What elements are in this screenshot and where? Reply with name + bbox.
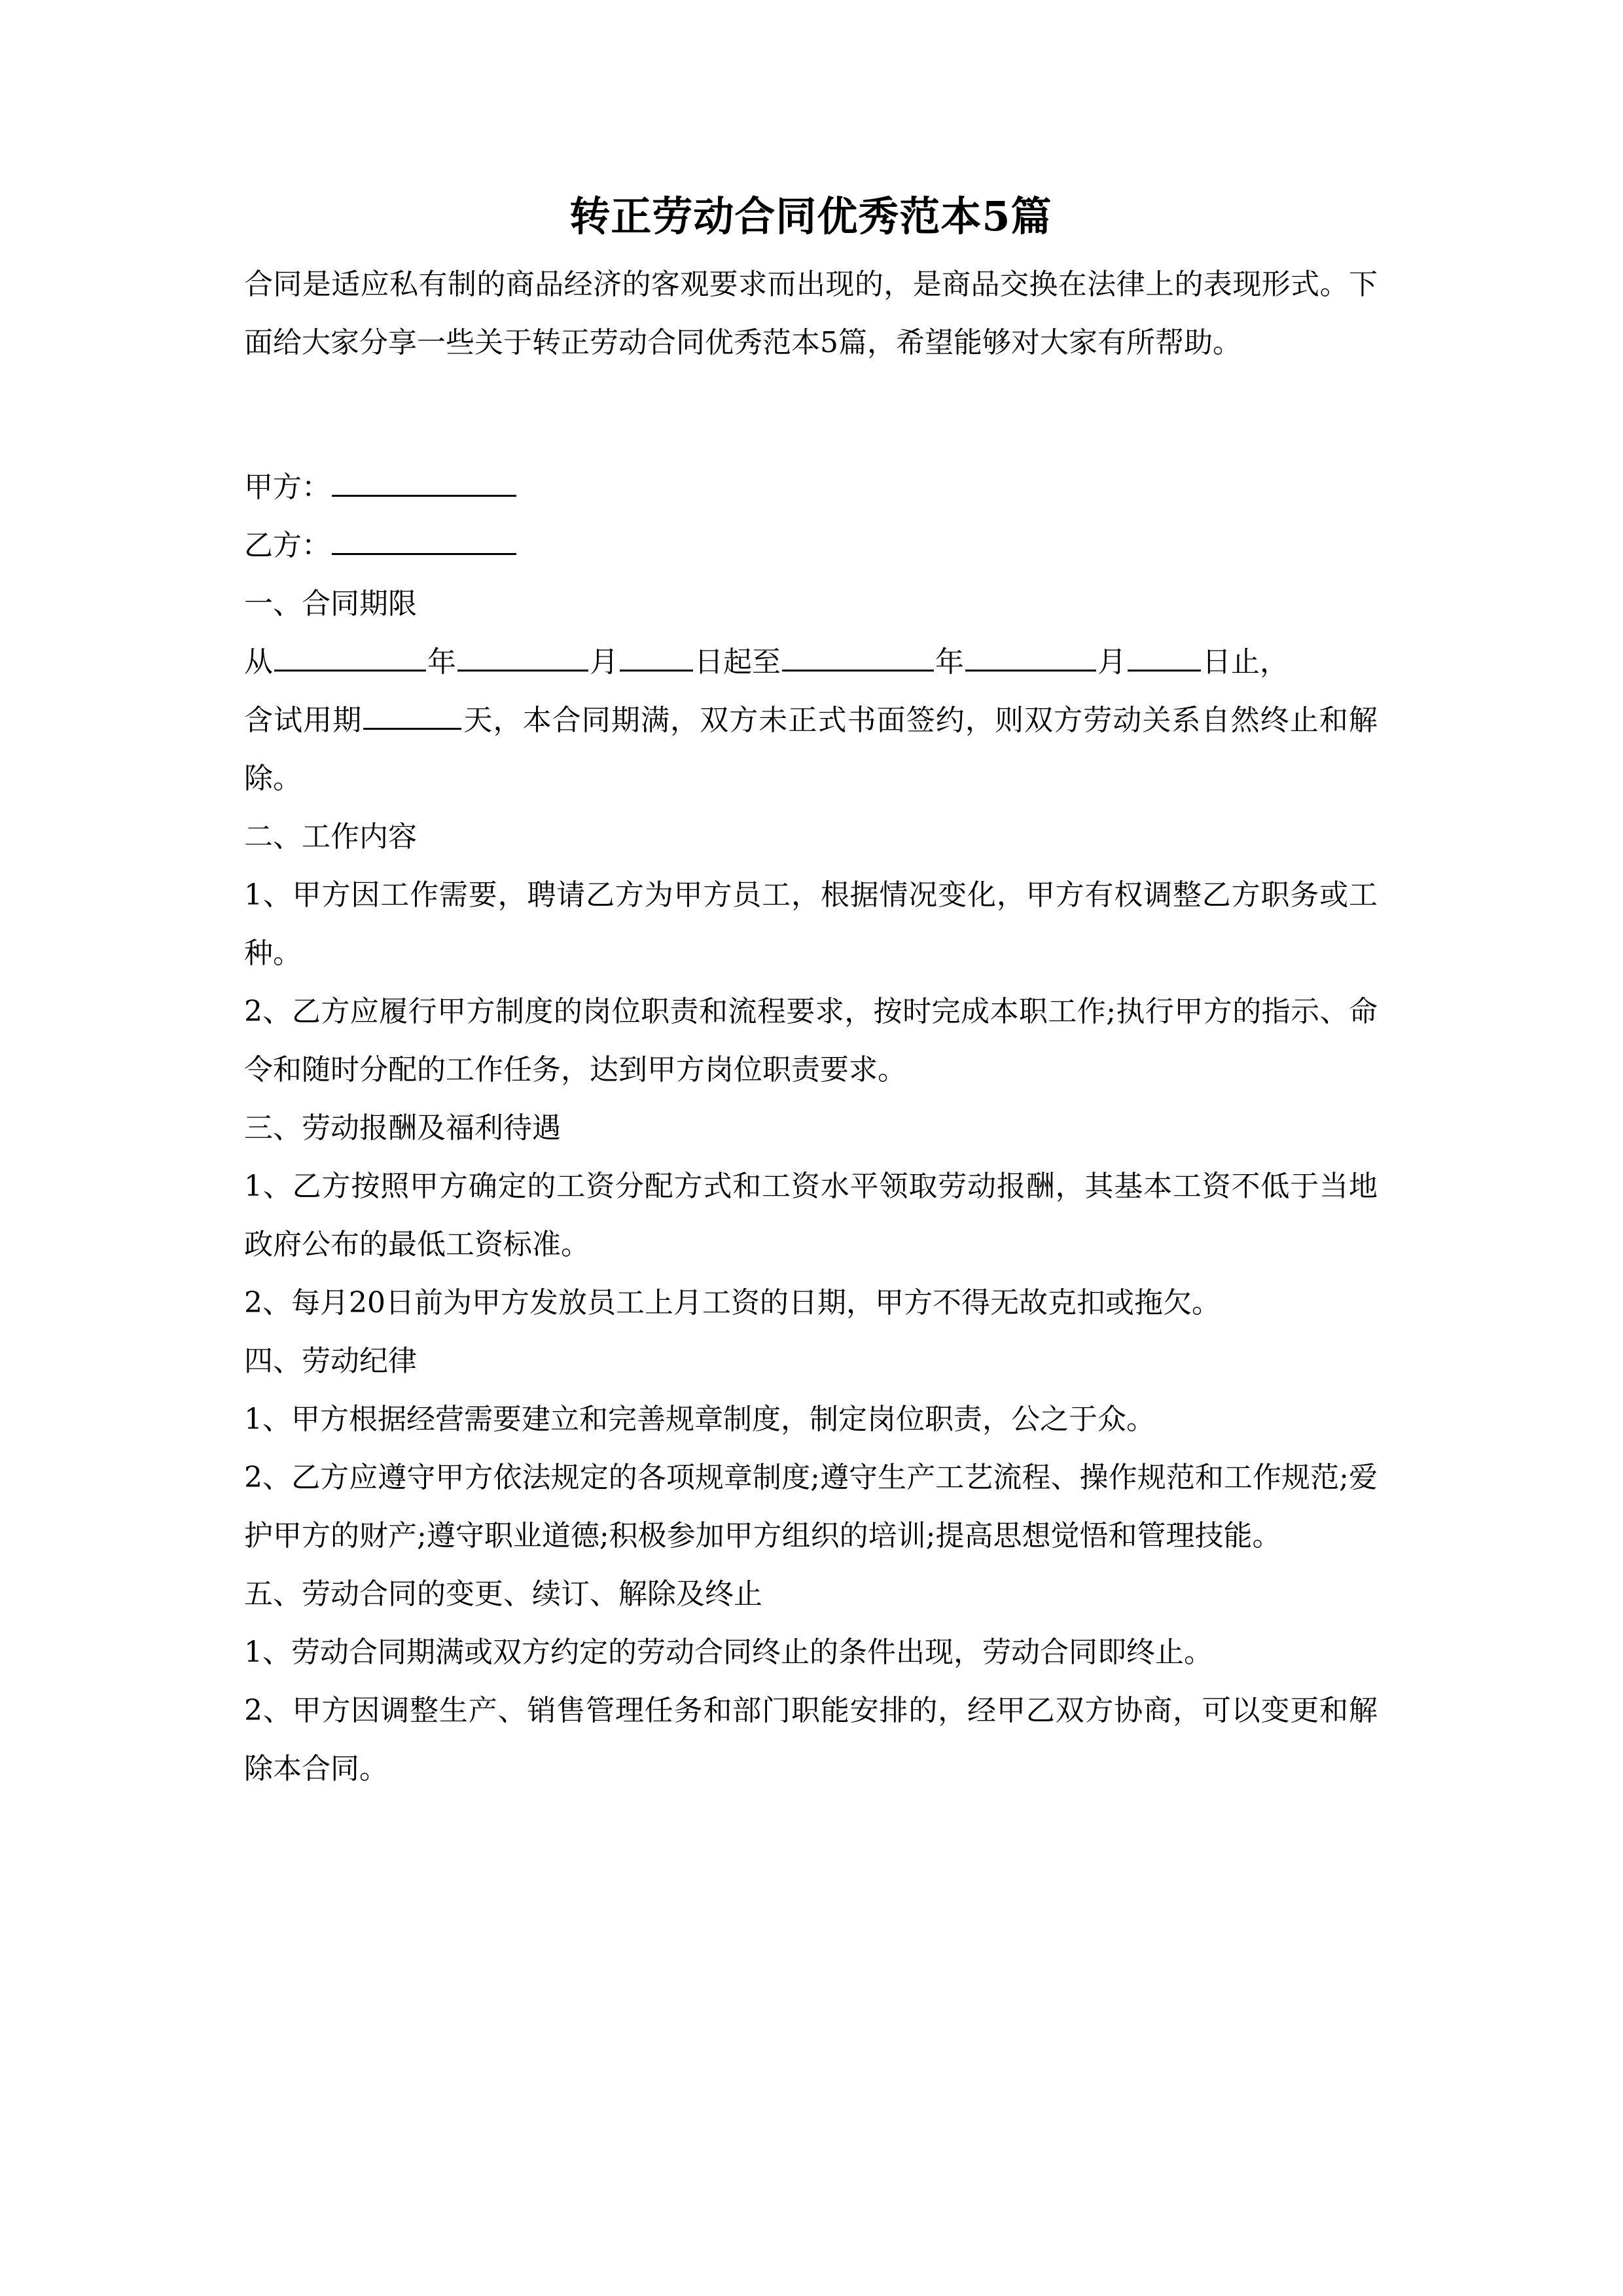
section-3-item-1: 1、乙方按照甲方确定的工资分配方式和工资水平领取劳动报酬，其基本工资不低于当地政府公布的最低工资标准。 bbox=[244, 1170, 1378, 1261]
probation-days-blank[interactable] bbox=[363, 700, 461, 730]
term-year-2-blank[interactable] bbox=[782, 642, 934, 672]
party-b-label: 乙方： bbox=[244, 529, 330, 562]
intro-paragraph: 合同是适应私有制的商品经济的客观要求而出现的，是商品交换在法律上的表现形式。下面给大家分享一些关于转正劳动合同优秀范本5篇，希望能够对大家有所帮助。 bbox=[244, 268, 1378, 359]
section-2-item-1: 1、甲方因工作需要，聘请乙方为甲方员工，根据情况变化，甲方有权调整乙方职务或工种。 bbox=[244, 878, 1378, 970]
term-month-1-label: 月 bbox=[590, 645, 618, 679]
term-month-2-label: 月 bbox=[1097, 645, 1126, 679]
section-3-item-2: 2、每月20日前为甲方发放员工上月工资的日期，甲方不得无故克扣或拖欠。 bbox=[244, 1286, 1221, 1319]
term-day-2-blank[interactable] bbox=[1128, 642, 1201, 672]
section-heading-2: 二、工作内容 bbox=[244, 820, 417, 853]
section-heading-4: 四、劳动纪律 bbox=[244, 1344, 417, 1378]
probation-line bbox=[244, 691, 1378, 808]
term-year-1-blank[interactable] bbox=[274, 642, 426, 672]
intro-spacer bbox=[244, 372, 1378, 458]
section-heading-3: 三、劳动报酬及福利待遇 bbox=[244, 1111, 561, 1145]
term-day-1-blank[interactable] bbox=[620, 642, 693, 672]
section-4-item-2: 2、乙方应遵守甲方依法规定的各项规章制度;遵守生产工艺流程、操作规范和工作规范;爱护甲方的财产;遵守职业道德;积极参加甲方组织的培训;提高思想觉悟和管理技能。 bbox=[244, 1461, 1378, 1552]
section-5-item-2: 2、甲方因调整生产、销售管理任务和部门职能安排的，经甲乙双方协商，可以变更和解除本合同。 bbox=[244, 1694, 1378, 1785]
party-b-blank[interactable] bbox=[332, 526, 516, 555]
party-b-row bbox=[244, 516, 1378, 575]
term-prefix: 从 bbox=[244, 645, 273, 679]
term-year-2-label: 年 bbox=[935, 645, 964, 679]
section-5-item-1: 1、劳动合同期满或双方约定的劳动合同终止的条件出现，劳动合同即终止。 bbox=[244, 1636, 1213, 1669]
term-day-1-label: 日起至 bbox=[694, 645, 781, 679]
section-2-item-2: 2、乙方应履行甲方制度的岗位职责和流程要求，按时完成本职工作;执行甲方的指示、命令和随时分配的工作任务，达到甲方岗位职责要求。 bbox=[244, 995, 1378, 1086]
probation-suffix: 天，本合同期满，双方未正式书面签约，则双方劳动关系自然终止和解除。 bbox=[244, 704, 1378, 795]
term-month-1-blank[interactable] bbox=[457, 642, 588, 672]
term-year-1-label: 年 bbox=[427, 645, 456, 679]
party-a-row bbox=[244, 458, 1378, 516]
term-day-2-label: 日止， bbox=[1202, 645, 1289, 679]
term-month-2-blank[interactable] bbox=[965, 642, 1096, 672]
party-a-label: 甲方： bbox=[244, 471, 330, 504]
section-heading-5: 五、劳动合同的变更、续订、解除及终止 bbox=[244, 1577, 762, 1611]
contract-term-line bbox=[244, 633, 1378, 691]
page-title: 转正劳动合同优秀范本5篇 bbox=[569, 192, 1052, 240]
section-heading-1: 一、合同期限 bbox=[244, 587, 417, 620]
probation-prefix: 含试用期 bbox=[244, 704, 363, 737]
section-4-item-1: 1、甲方根据经营需要建立和完善规章制度，制定岗位职责，公之于众。 bbox=[244, 1403, 1155, 1436]
party-a-blank[interactable] bbox=[332, 467, 516, 497]
